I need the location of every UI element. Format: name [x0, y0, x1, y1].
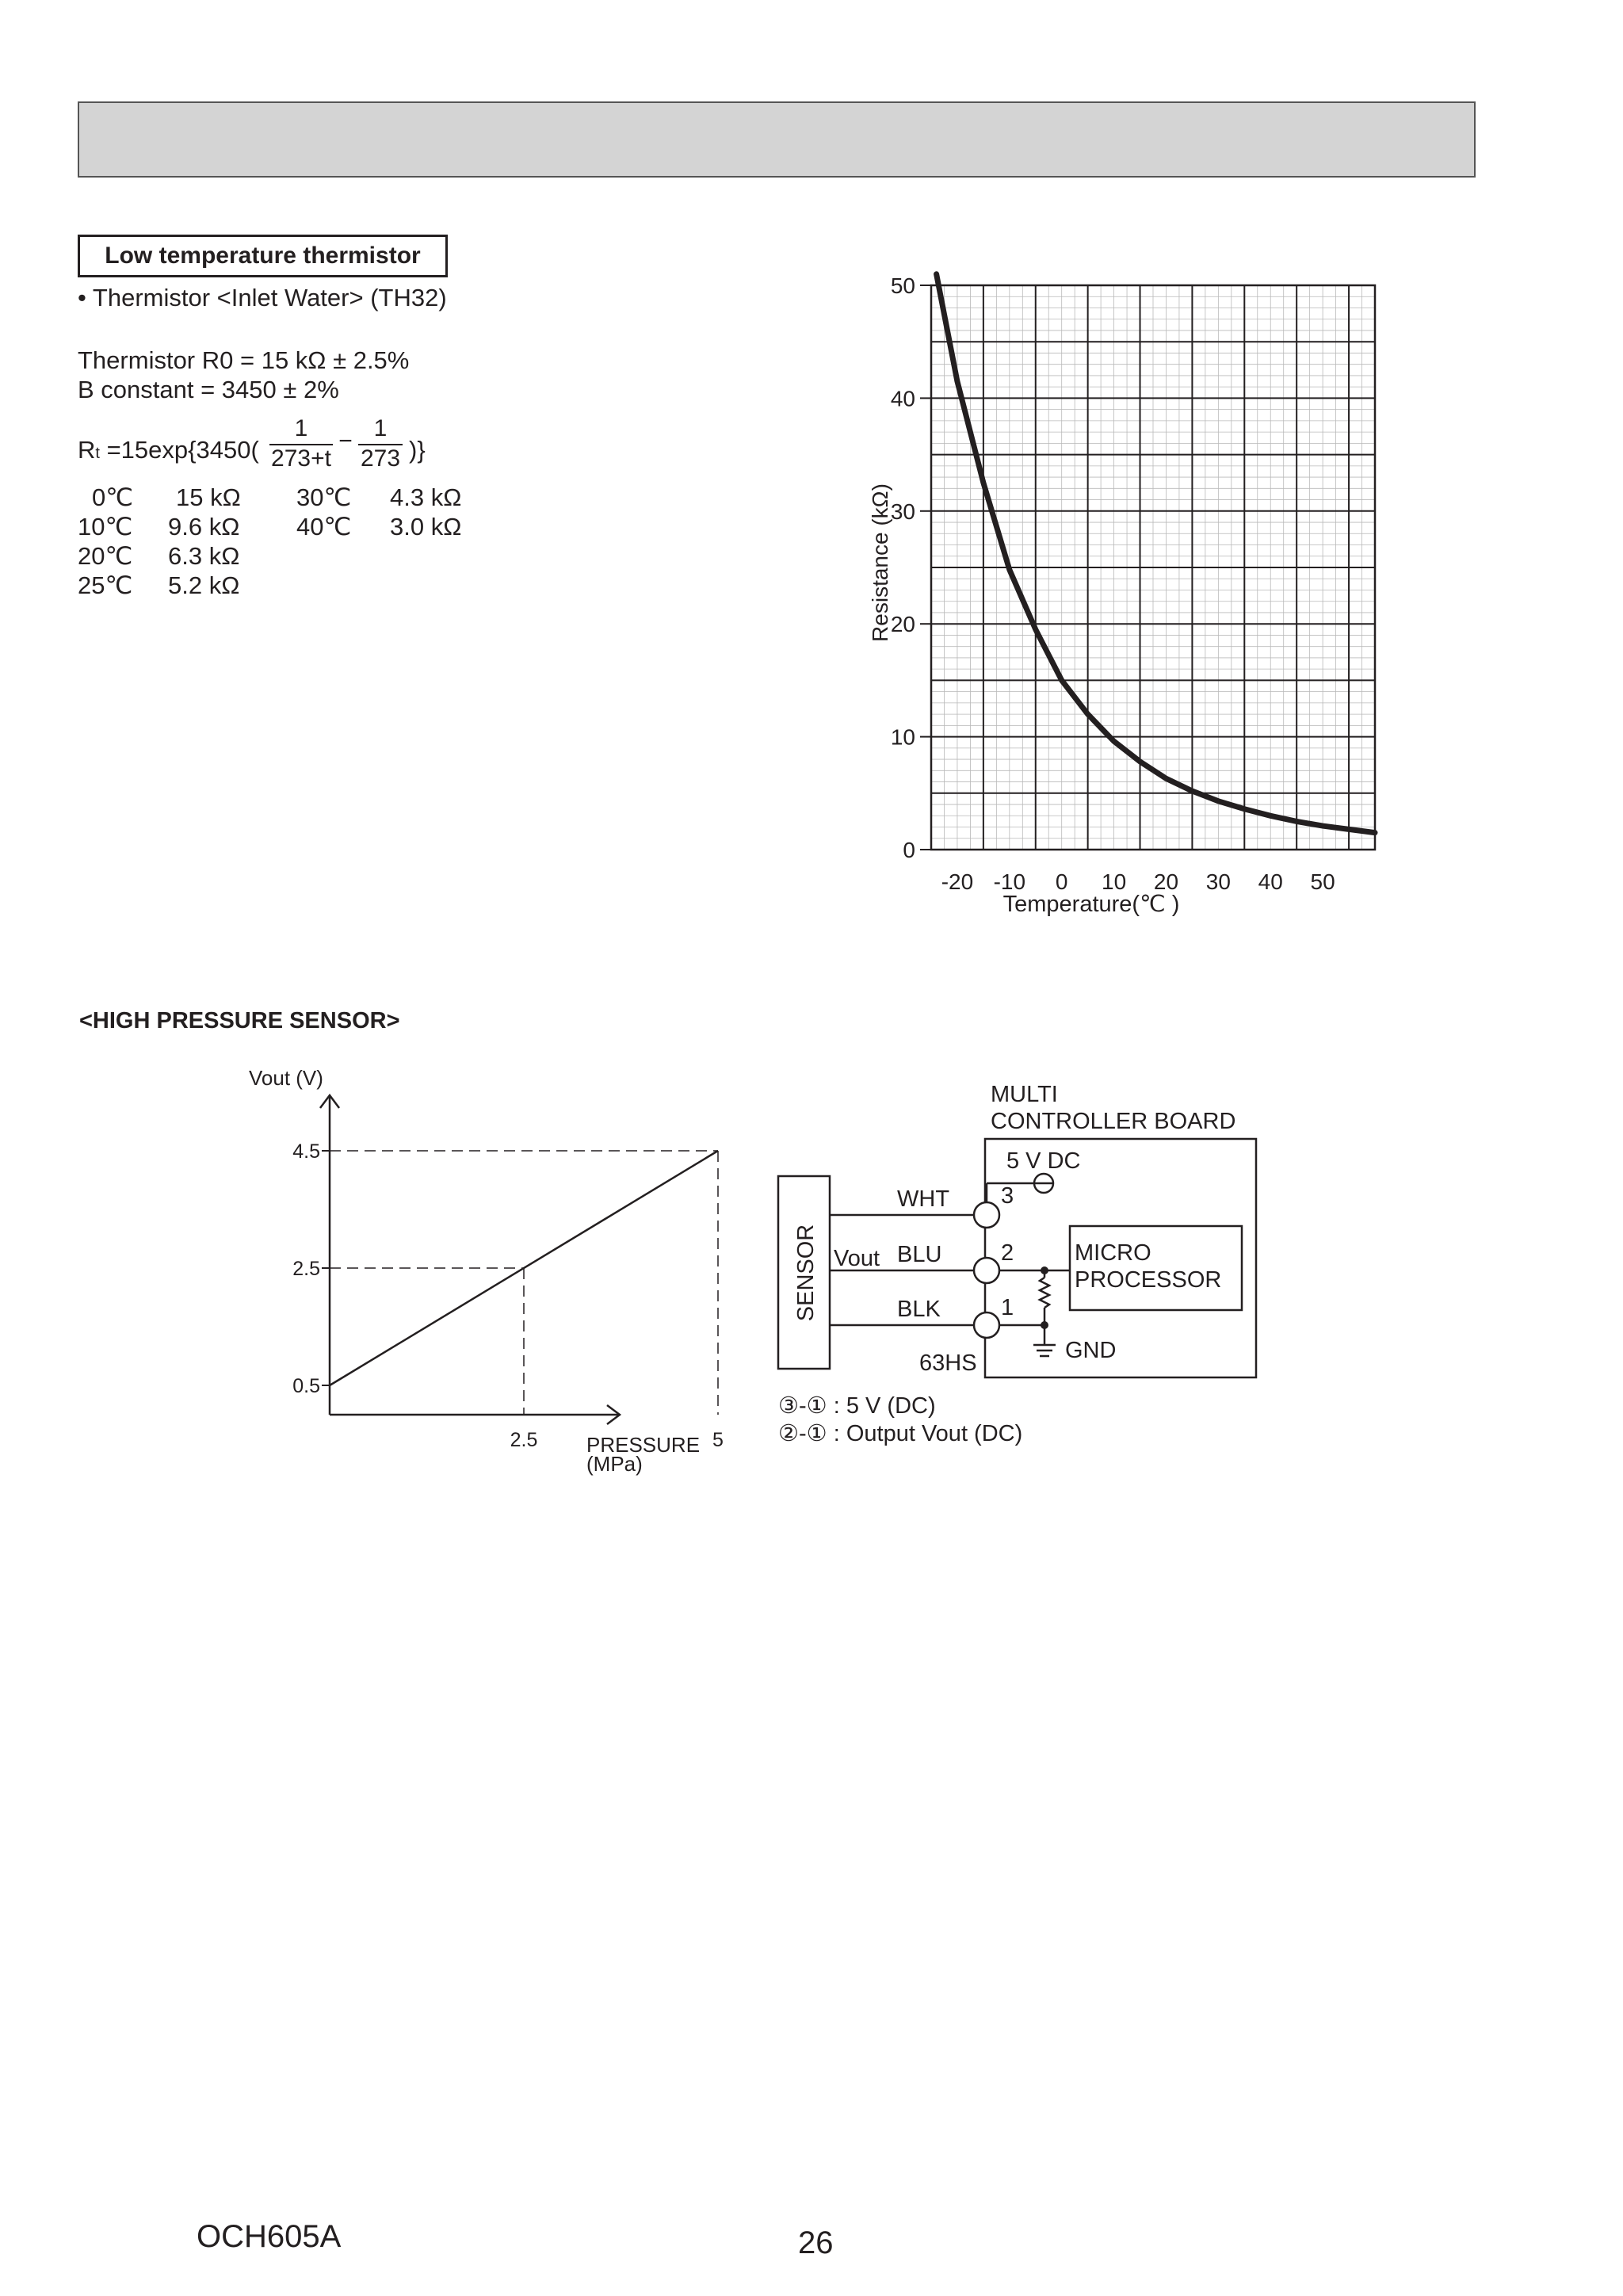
header-bar: [78, 101, 1476, 178]
wire-label-blu: BLU: [897, 1242, 942, 1267]
note-5v: ③-① : 5 V (DC): [778, 1393, 936, 1419]
pressure-axis-label-2: (MPa): [586, 1452, 643, 1476]
y-tick-label: 50: [890, 273, 915, 298]
chart-x-label: Temperature(℃ ): [1002, 892, 1180, 917]
table-cell: 3.0 kΩ: [390, 513, 462, 541]
formula-num1: 1: [294, 415, 308, 441]
wire-label-blk: BLK: [897, 1297, 941, 1322]
note-vout: ②-① : Output Vout (DC): [778, 1421, 1023, 1446]
formula-minus: −: [338, 428, 353, 454]
thermistor-title: Low temperature thermistor: [78, 235, 448, 277]
model-number: OCH605A: [197, 2219, 342, 2254]
pressure-voltage-chart: [238, 1054, 729, 1482]
chart-grid: [931, 285, 1375, 850]
y-tick-label: 2.5: [292, 1258, 320, 1280]
table-cell: 6.3 kΩ: [168, 542, 240, 570]
pin-3-label: 3: [1001, 1183, 1014, 1209]
table-cell: 40℃: [296, 513, 352, 541]
micro-label-2: PROCESSOR: [1075, 1267, 1222, 1293]
formula-den2: 273: [360, 445, 401, 472]
table-cell: 0℃: [92, 483, 134, 511]
table-cell: 15 kΩ: [176, 483, 241, 511]
formula-r: R: [78, 436, 96, 464]
formula-sub: t: [95, 445, 100, 462]
table-cell: 5.2 kΩ: [168, 571, 240, 599]
pin-2-label: 2: [1001, 1240, 1014, 1266]
b-constant: B constant = 3450 ± 2%: [78, 376, 339, 403]
micro-label-1: MICRO: [1075, 1240, 1151, 1266]
thermistor-bullet: • Thermistor <Inlet Water> (TH32): [78, 284, 447, 311]
y-tick-label: 10: [890, 724, 915, 750]
gnd-label: GND: [1065, 1338, 1117, 1363]
x-tick-label: -20: [941, 869, 974, 894]
board-label-controller: CONTROLLER BOARD: [991, 1109, 1236, 1134]
connector-label: 63HS: [919, 1350, 977, 1376]
table-cell: 20℃: [78, 542, 133, 570]
resistance-curve: [937, 274, 1375, 833]
x-tick-label: -10: [993, 869, 1026, 894]
pressure-section-title: <HIGH PRESSURE SENSOR>: [79, 1008, 400, 1033]
pressure-axis-label-1: PRESSURE: [586, 1433, 701, 1457]
wire-label-vout: Vout: [834, 1246, 880, 1271]
page-number: 26: [798, 2225, 834, 2260]
x-tick-label: 10: [1102, 869, 1127, 894]
pin-1-label: 1: [1001, 1295, 1014, 1320]
y-tick-label: 20: [890, 612, 915, 637]
x-tick-label: 40: [1258, 869, 1283, 894]
x-tick-label: 5: [712, 1429, 724, 1451]
board-label-multi: MULTI: [991, 1082, 1058, 1107]
y-tick-label: 30: [890, 499, 915, 524]
table-cell: 9.6 kΩ: [168, 513, 240, 541]
x-tick-label: 50: [1310, 869, 1335, 894]
table-cell: 30℃: [296, 483, 352, 511]
formula-suffix: )}: [409, 436, 426, 464]
formula-num2: 1: [373, 415, 388, 441]
y-tick-label: 40: [890, 386, 915, 411]
x-tick-label: 2.5: [510, 1429, 538, 1451]
formula-den1: 273+t: [271, 445, 331, 472]
junction-dot: [1041, 1321, 1048, 1329]
terminal-3: [974, 1202, 999, 1228]
vout-axis-label: Vout (V): [249, 1066, 323, 1090]
formula-prefix: =15exp{3450(: [99, 436, 259, 464]
vdc-label: 5 V DC: [1006, 1148, 1081, 1174]
resistor-icon: [1040, 1278, 1049, 1308]
terminal-2: [974, 1258, 999, 1283]
table-cell: 4.3 kΩ: [390, 483, 462, 511]
resistance-chart: [856, 262, 1395, 943]
pressure-guides: [330, 1151, 718, 1415]
y-tick-label: 0: [903, 838, 915, 862]
x-tick-label: 30: [1205, 869, 1231, 894]
sensor-label: SENSOR: [793, 1224, 819, 1322]
y-tick-label: 4.5: [292, 1140, 320, 1163]
thermistor-r0: Thermistor R0 = 15 kΩ ± 2.5%: [78, 346, 410, 374]
table-cell: 10℃: [78, 513, 133, 541]
chart-y-label: Resistance (kΩ): [868, 483, 892, 642]
x-tick-label: 20: [1153, 869, 1179, 894]
wire-label-wht: WHT: [897, 1186, 950, 1212]
table-cell: 25℃: [78, 571, 133, 599]
terminal-1: [974, 1312, 999, 1338]
sensor-wiring-diagram: [761, 1070, 1268, 1458]
y-tick-label: 0.5: [292, 1375, 320, 1397]
pressure-axes: [320, 1095, 620, 1424]
x-tick-label: 0: [1055, 869, 1068, 894]
